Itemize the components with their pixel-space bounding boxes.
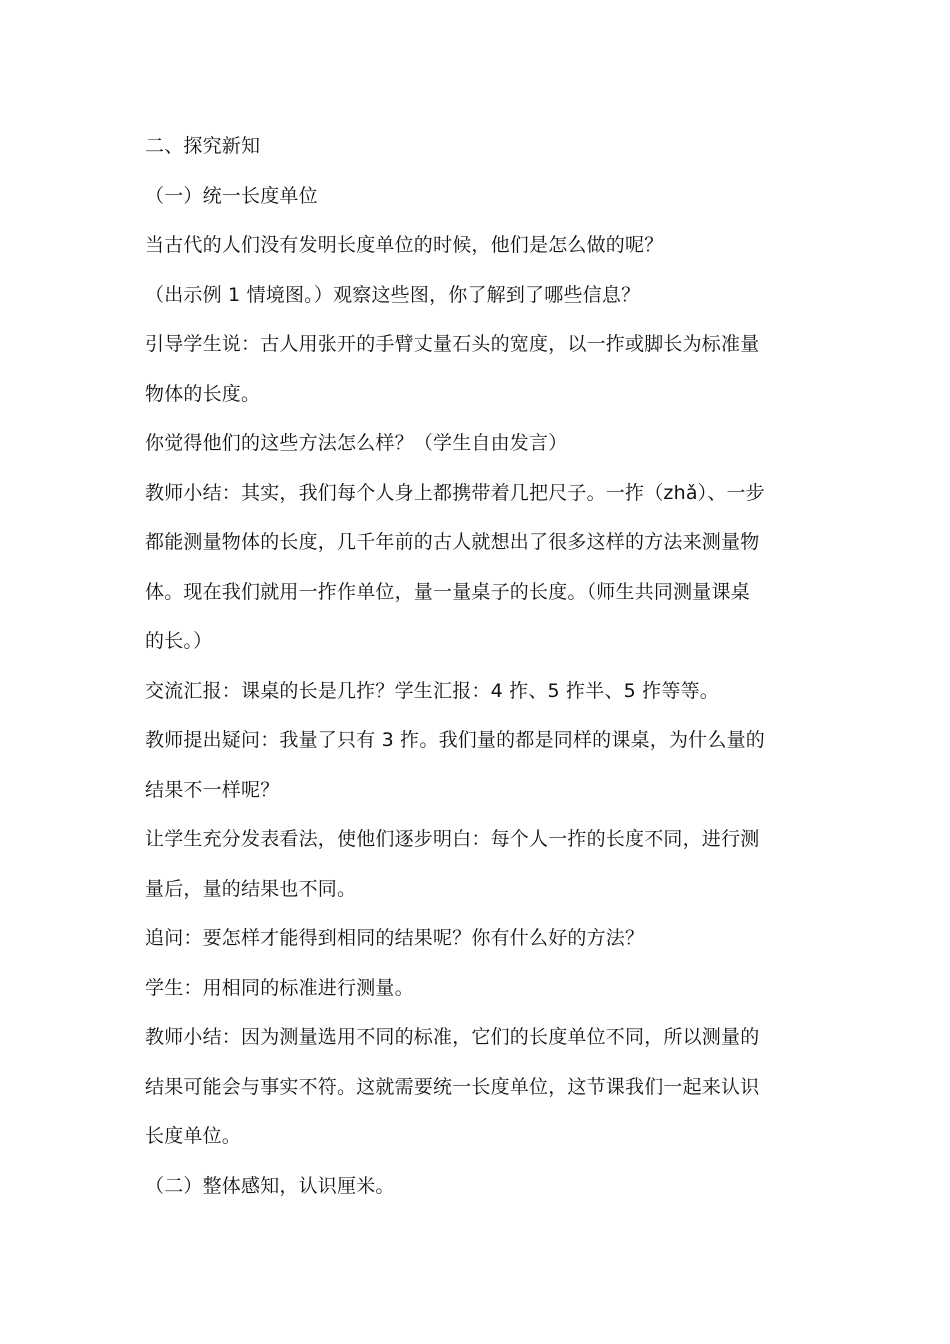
- paragraph-line: 教师提出疑问：我量了只有 3 拃。我们量的都是同样的课桌，为什么量的: [145, 729, 765, 751]
- paragraph-line: 教师小结：其实，我们每个人身上都携带着几把尺子。一拃（zhǎ）、一步: [145, 481, 765, 504]
- paragraph-line: 教师小结：因为测量选用不同的标准，它们的长度单位不同，所以测量的: [145, 1026, 760, 1048]
- paragraph-line: 体。现在我们就用一拃作单位，量一量桌子的长度。（师生共同测量课桌: [145, 580, 750, 603]
- subsection-heading: （一）统一长度单位: [145, 184, 318, 207]
- paragraph-line: 量后，量的结果也不同。: [145, 877, 357, 900]
- paragraph-line: 交流汇报：课桌的长是几拃？学生汇报：4 拃、5 拃半、5 拃等等。: [145, 679, 719, 702]
- paragraph-line: 当古代的人们没有发明长度单位的时候，他们是怎么做的呢？: [145, 234, 664, 256]
- section-heading: 二、探究新知: [145, 135, 261, 157]
- paragraph-line: （出示例 1 情境图。）观察这些图，你了解到了哪些信息？: [145, 283, 641, 306]
- paragraph-line: 长度单位。: [145, 1125, 242, 1147]
- subsection-heading: （二）整体感知，认识厘米。: [145, 1174, 395, 1197]
- paragraph-line: 结果可能会与事实不符。这就需要统一长度单位，这节课我们一起来认识: [145, 1075, 760, 1098]
- paragraph-line: 追问：要怎样才能得到相同的结果呢？你有什么好的方法？: [145, 927, 645, 949]
- paragraph-line: 都能测量物体的长度，几千年前的古人就想出了很多这样的方法来测量物: [145, 531, 760, 553]
- paragraph-line: 你觉得他们的这些方法怎么样？（学生自由发言）: [145, 432, 568, 454]
- paragraph-line: 学生：用相同的标准进行测量。: [145, 976, 414, 999]
- document-body: [145, 122, 810, 1211]
- paragraph-line: 引导学生说：古人用张开的手臂丈量石头的宽度，以一拃或脚长为标准量: [145, 333, 760, 355]
- paragraph-line: 物体的长度。: [145, 382, 261, 405]
- paragraph-line: 让学生充分发表看法，使他们逐步明白：每个人一拃的长度不同，进行测: [145, 828, 760, 850]
- paragraph-line: 结果不一样呢？: [145, 778, 280, 801]
- paragraph-line: 的长。）: [145, 630, 213, 652]
